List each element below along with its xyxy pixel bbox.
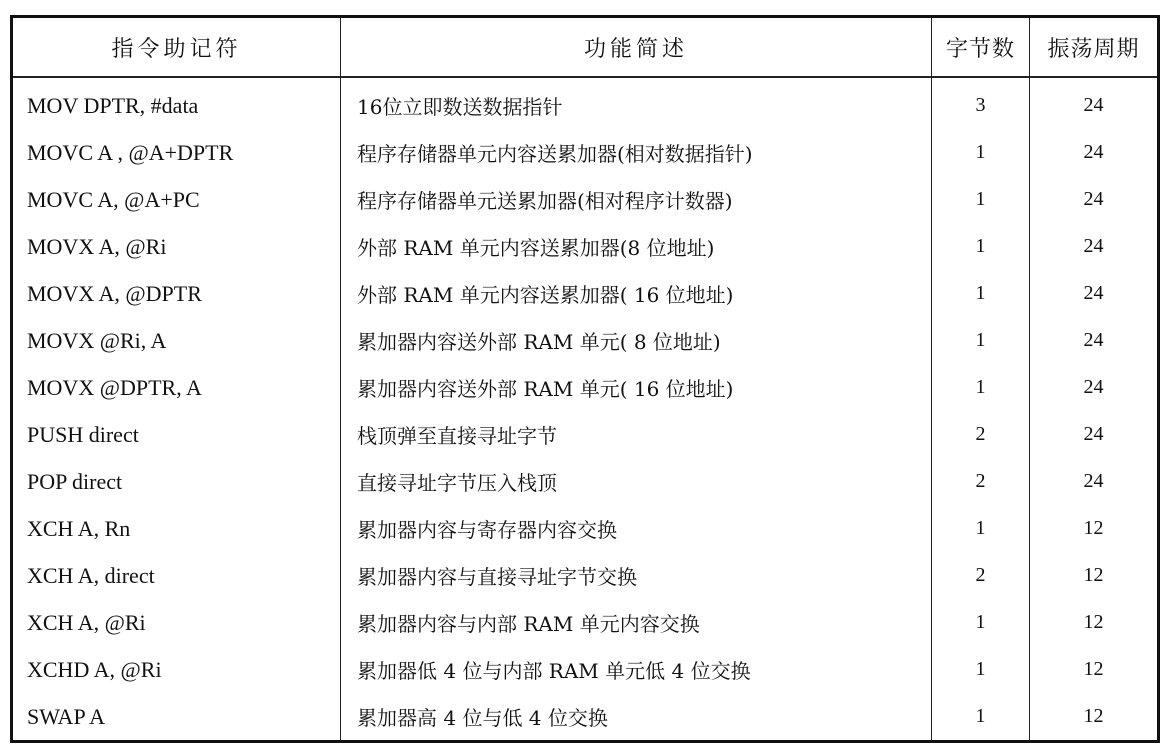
- cycles-cell: 12: [1030, 599, 1159, 646]
- bytes-cell: 3: [932, 77, 1030, 129]
- cycles-cell: 24: [1030, 176, 1159, 223]
- table-row: [12, 223, 1159, 270]
- header-function: 功能简述: [341, 17, 932, 78]
- cycles-cell: 24: [1030, 270, 1159, 317]
- function-cell: 程序存储器单元内容送累加器(相对数据指针): [341, 129, 932, 176]
- function-cell: 直接寻址字节压入栈顶: [341, 458, 932, 505]
- function-cell: 累加器内容与直接寻址字节交换: [341, 552, 932, 599]
- cycles-cell: 24: [1030, 411, 1159, 458]
- table-body: [12, 77, 1159, 742]
- table-row: [12, 411, 1159, 458]
- bytes-cell: 2: [932, 458, 1030, 505]
- mnemonic-cell: MOVC A , @A+DPTR: [12, 129, 341, 176]
- cycles-cell: 24: [1030, 458, 1159, 505]
- cycles-cell: 12: [1030, 693, 1159, 742]
- cycles-cell: 12: [1030, 505, 1159, 552]
- header-bytes: 字节数: [932, 17, 1030, 78]
- function-cell: 累加器内容与内部 RAM 单元内容交换: [341, 599, 932, 646]
- header-mnemonic: 指令助记符: [12, 17, 341, 78]
- bytes-cell: 1: [932, 646, 1030, 693]
- bytes-cell: 1: [932, 270, 1030, 317]
- header-row: [12, 17, 1159, 78]
- table-row: [12, 364, 1159, 411]
- mnemonic-cell: MOVC A, @A+PC: [12, 176, 341, 223]
- function-cell: 程序存储器单元送累加器(相对程序计数器): [341, 176, 932, 223]
- mnemonic-cell: MOVX @DPTR, A: [12, 364, 341, 411]
- header-cycles: 振荡周期: [1030, 17, 1159, 78]
- mnemonic-cell: POP direct: [12, 458, 341, 505]
- function-cell: 外部 RAM 单元内容送累加器( 16 位地址): [341, 270, 932, 317]
- bytes-cell: 1: [932, 176, 1030, 223]
- bytes-cell: 1: [932, 317, 1030, 364]
- mnemonic-cell: MOVX @Ri, A: [12, 317, 341, 364]
- bytes-cell: 1: [932, 693, 1030, 742]
- mnemonic-cell: XCH A, direct: [12, 552, 341, 599]
- function-cell: 外部 RAM 单元内容送累加器(8 位地址): [341, 223, 932, 270]
- bytes-cell: 1: [932, 223, 1030, 270]
- bytes-cell: 1: [932, 505, 1030, 552]
- function-cell: 累加器低 4 位与内部 RAM 单元低 4 位交换: [341, 646, 932, 693]
- table-row: [12, 599, 1159, 646]
- function-cell: 累加器内容与寄存器内容交换: [341, 505, 932, 552]
- cycles-cell: 24: [1030, 223, 1159, 270]
- function-cell: 累加器内容送外部 RAM 单元( 8 位地址): [341, 317, 932, 364]
- table-row: [12, 646, 1159, 693]
- bytes-cell: 2: [932, 411, 1030, 458]
- function-cell: 累加器内容送外部 RAM 单元( 16 位地址): [341, 364, 932, 411]
- cycles-cell: 24: [1030, 317, 1159, 364]
- bytes-cell: 2: [932, 552, 1030, 599]
- function-cell: 16位立即数送数据指针: [341, 77, 932, 129]
- mnemonic-cell: PUSH direct: [12, 411, 341, 458]
- table-row: [12, 693, 1159, 742]
- mnemonic-cell: XCHD A, @Ri: [12, 646, 341, 693]
- table-row: [12, 270, 1159, 317]
- table-row: [12, 458, 1159, 505]
- instruction-table: [10, 15, 1160, 743]
- bytes-cell: 1: [932, 599, 1030, 646]
- bytes-cell: 1: [932, 364, 1030, 411]
- table-row: [12, 176, 1159, 223]
- cycles-cell: 12: [1030, 646, 1159, 693]
- mnemonic-cell: MOVX A, @DPTR: [12, 270, 341, 317]
- cycles-cell: 24: [1030, 364, 1159, 411]
- cycles-cell: 12: [1030, 552, 1159, 599]
- table-row: [12, 129, 1159, 176]
- cycles-cell: 24: [1030, 129, 1159, 176]
- mnemonic-cell: XCH A, @Ri: [12, 599, 341, 646]
- function-cell: 累加器高 4 位与低 4 位交换: [341, 693, 932, 742]
- table-row: [12, 77, 1159, 129]
- mnemonic-cell: MOVX A, @Ri: [12, 223, 341, 270]
- mnemonic-cell: XCH A, Rn: [12, 505, 341, 552]
- function-cell: 栈顶弹至直接寻址字节: [341, 411, 932, 458]
- table-row: [12, 317, 1159, 364]
- cycles-cell: 24: [1030, 77, 1159, 129]
- bytes-cell: 1: [932, 129, 1030, 176]
- mnemonic-cell: MOV DPTR, #data: [12, 77, 341, 129]
- mnemonic-cell: SWAP A: [12, 693, 341, 742]
- table-row: [12, 505, 1159, 552]
- table-row: [12, 552, 1159, 599]
